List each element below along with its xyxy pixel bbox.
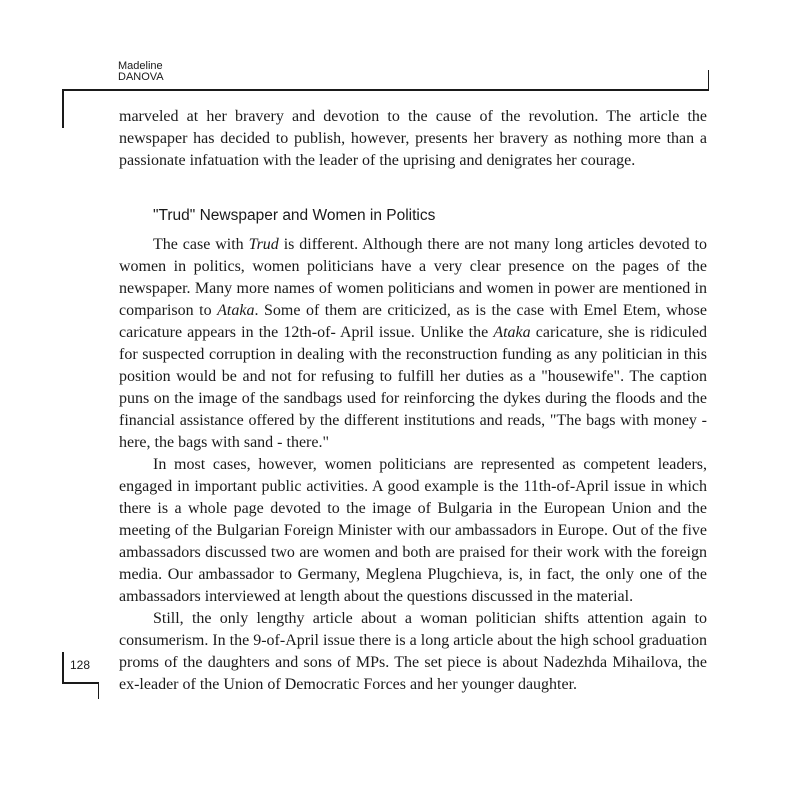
paragraph-continuation: marveled at her bravery and devotion to the cause of the revolution. The article the newspaper has decided to publish, however, presents her bravery as nothing more than a passionate infatuation with the leader of the uprising and denigrates her courage. — [119, 108, 707, 169]
author-last-name: DANOVA — [118, 71, 164, 83]
footer-rule-left-tick — [62, 652, 64, 683]
author-first-name: Madeline — [118, 60, 163, 72]
footer-rule — [62, 682, 99, 684]
page-number: 128 — [70, 658, 91, 672]
section-body — [119, 234, 707, 696]
paragraph-trud: The case with Trud is different. Although there are not many long articles devoted to women in politics, women politicians have a very clear presence on the pages of the newspaper. Many more names of women politicians and women in power are mentioned in comparison to Ataka. Some of them are criticized, as is the case with Emel Etem, whose caricature appears in the 12th-of- April issue. Unlike the Ataka caricature, she is ridiculed for suspected corruption in dealing with the reconstruction funding as any politician in this position would be and not for refusing to fulfill her duties as a "housewife". The caption puns on the image of the sandbags used for reinforcing the dykes during the floods and the financial assistance offered by the different institutions and reads, "The bags with money - here, the bags with sand - there." — [119, 236, 708, 451]
newspaper-name-ataka: Ataka — [217, 302, 255, 319]
section-heading: "Trud" Newspaper and Women in Politics — [153, 207, 436, 224]
newspaper-name-trud: Trud — [248, 236, 279, 253]
paragraph-consumerism: Still, the only lengthy article about a woman politician shifts attention again to consumerism. In the 9-of-April issue there is a long article about the high school graduation proms of the daughters and sons of MPs. The set piece is about Nadezhda Mihailova, the ex-leader of the Union of Democratic Forces and her younger daughter. — [119, 610, 707, 693]
newspaper-name-ataka: Ataka — [493, 324, 531, 341]
header-rule-right-tick — [708, 70, 710, 90]
footer-rule-right-tick — [98, 682, 100, 699]
paragraph-competent-leaders: In most cases, however, women politicians are represented as competent leaders, engaged in important public activities. A good example is the 11th-of-April issue in which there is a whole page devoted to the image of Bulgaria in the European Union and the meeting of the Bulgarian Foreign Minister with our ambassadors in Europe. Out of the five ambassadors discussed two are women and both are praised for their work with the foreign media. Our ambassador to Germany, Meglena Plugchieva, is, in fact, the only one of the ambassadors interviewed at length about the questions discussed in the material. — [119, 456, 707, 605]
continuation-paragraph — [119, 106, 707, 172]
header-rule-left-tick — [62, 89, 64, 128]
header-rule — [62, 89, 709, 91]
running-header-author — [118, 61, 164, 83]
